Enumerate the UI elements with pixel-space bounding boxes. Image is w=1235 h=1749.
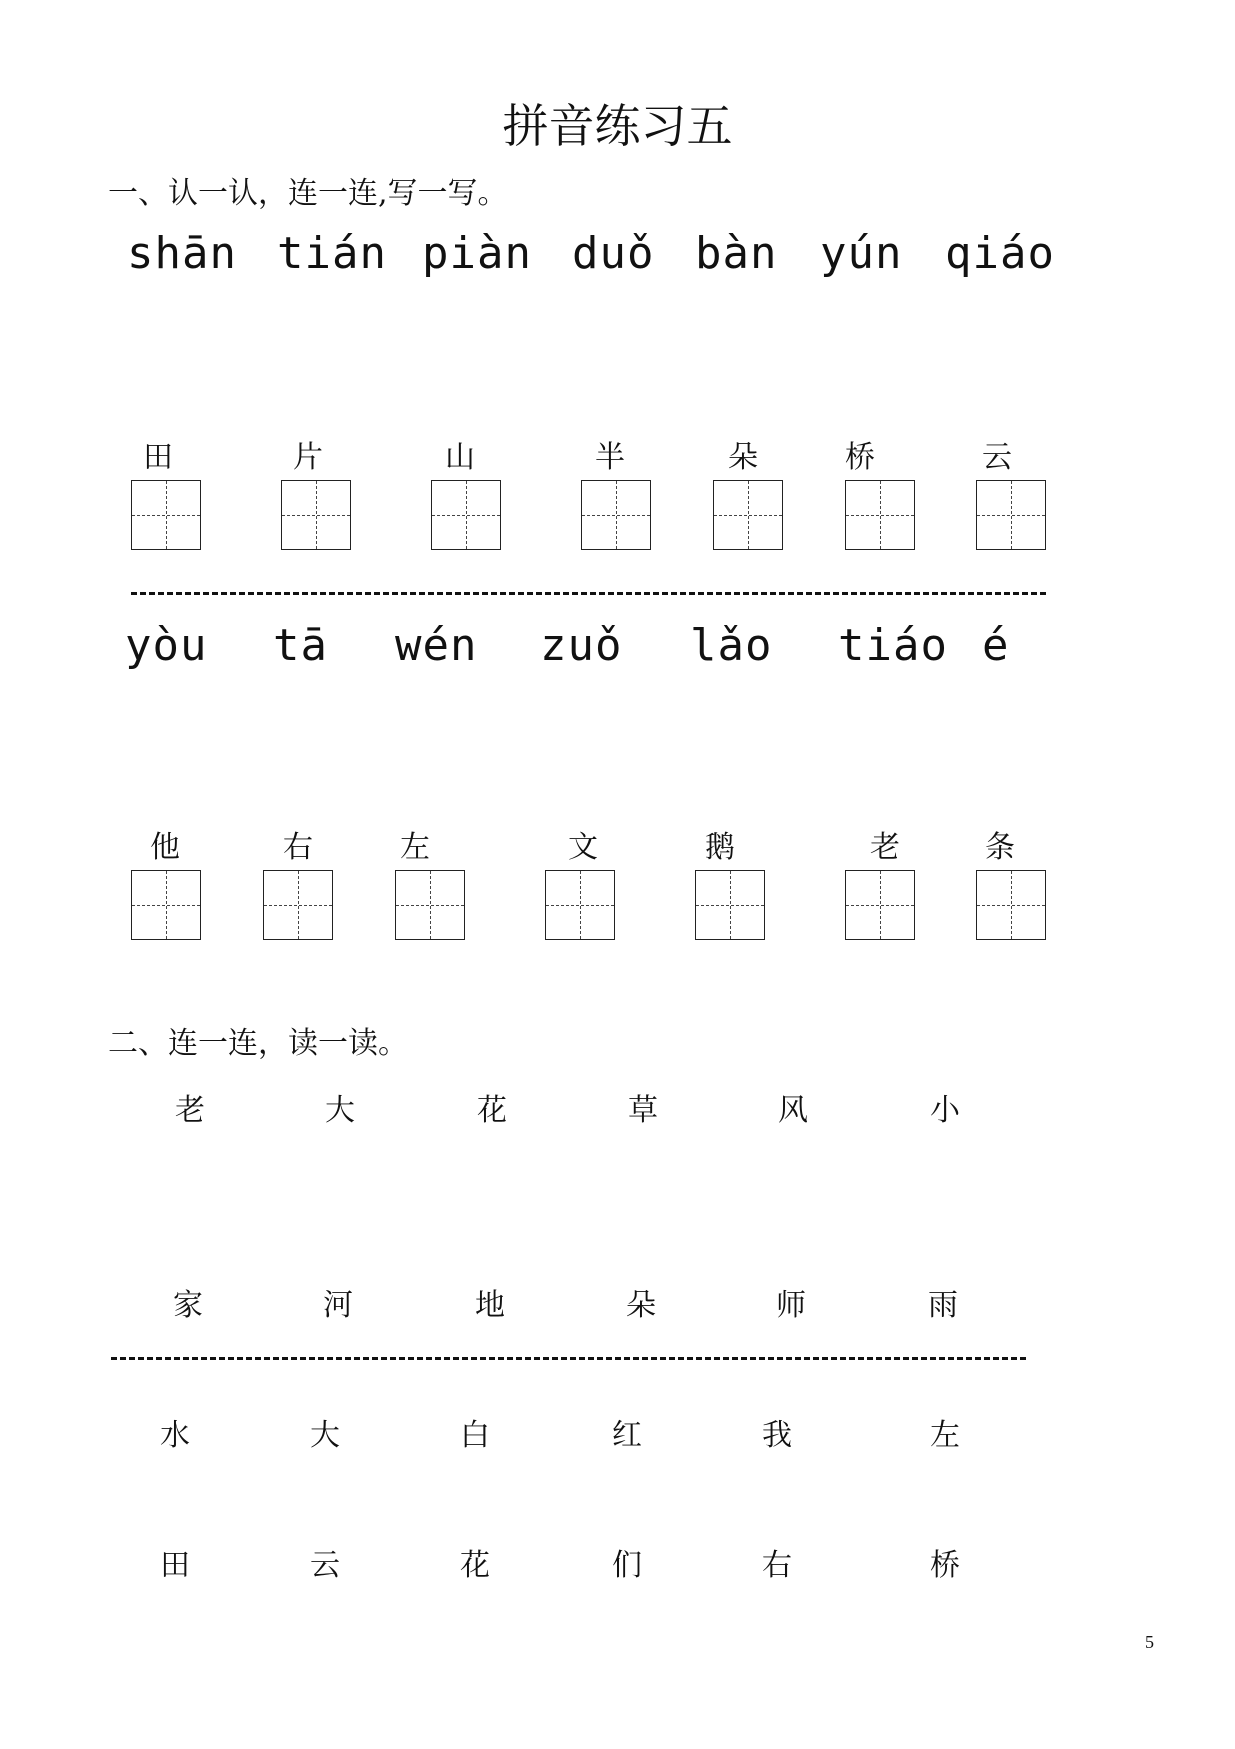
writing-grid[interactable]	[281, 480, 351, 550]
hanzi-8: 他	[150, 830, 180, 865]
pinyin-3: piàn	[422, 228, 532, 279]
section-1-heading: 一、认一认，连一连,写一写。	[108, 176, 508, 211]
pinyin-13: tiáo	[838, 620, 948, 671]
word-char: 老	[175, 1093, 205, 1128]
pinyin-14: é	[982, 620, 1010, 671]
hanzi-4: 半	[595, 440, 625, 475]
pinyin-12: lǎo	[690, 620, 773, 671]
hanzi-11: 文	[568, 830, 598, 865]
writing-grid[interactable]	[713, 480, 783, 550]
word-char: 右	[762, 1548, 792, 1583]
word-char: 风	[778, 1093, 808, 1128]
dashed-divider	[111, 1357, 1026, 1360]
hanzi-1: 田	[143, 440, 173, 475]
hanzi-5: 朵	[728, 440, 758, 475]
word-char: 我	[762, 1418, 792, 1453]
pinyin-6: yún	[820, 228, 903, 279]
writing-grid[interactable]	[976, 870, 1046, 940]
word-char: 大	[325, 1093, 355, 1128]
hanzi-2: 片	[293, 440, 323, 475]
hanzi-3: 山	[445, 440, 475, 475]
pinyin-11: zuǒ	[540, 620, 623, 671]
writing-grid[interactable]	[263, 870, 333, 940]
writing-grid[interactable]	[845, 480, 915, 550]
word-char: 家	[173, 1288, 203, 1323]
word-char: 桥	[930, 1548, 960, 1583]
word-char: 花	[477, 1093, 507, 1128]
word-char: 小	[930, 1093, 960, 1128]
word-char: 左	[930, 1418, 960, 1453]
pinyin-2: tián	[277, 228, 387, 279]
word-char: 云	[310, 1548, 340, 1583]
word-char: 红	[612, 1418, 642, 1453]
page-number: 5	[1145, 1632, 1154, 1652]
word-char: 地	[475, 1288, 505, 1323]
pinyin-10: wén	[395, 620, 478, 671]
word-char: 水	[160, 1418, 190, 1453]
word-char: 白	[460, 1418, 490, 1453]
word-char: 们	[612, 1548, 642, 1583]
writing-grid[interactable]	[131, 870, 201, 940]
word-char: 田	[160, 1548, 190, 1583]
word-char: 雨	[928, 1288, 958, 1323]
writing-grid[interactable]	[695, 870, 765, 940]
pinyin-8: yòu	[125, 620, 208, 671]
writing-grid[interactable]	[395, 870, 465, 940]
writing-grid[interactable]	[131, 480, 201, 550]
dashed-divider	[131, 592, 1046, 595]
hanzi-14: 条	[985, 830, 1015, 865]
pinyin-9: tā	[273, 620, 328, 671]
word-char: 大	[310, 1418, 340, 1453]
hanzi-12: 鹅	[705, 830, 735, 865]
pinyin-5: bàn	[695, 228, 778, 279]
writing-grid[interactable]	[581, 480, 651, 550]
pinyin-7: qiáo	[945, 228, 1055, 279]
writing-grid[interactable]	[845, 870, 915, 940]
pinyin-4: duǒ	[572, 228, 655, 279]
word-char: 花	[460, 1548, 490, 1583]
section-2-heading: 二、连一连，读一读。	[108, 1026, 408, 1061]
word-char: 草	[628, 1093, 658, 1128]
hanzi-10: 左	[400, 830, 430, 865]
writing-grid[interactable]	[976, 480, 1046, 550]
writing-grid[interactable]	[545, 870, 615, 940]
pinyin-1: shān	[127, 228, 237, 279]
word-char: 师	[776, 1288, 806, 1323]
hanzi-7: 云	[982, 440, 1012, 475]
word-char: 河	[323, 1288, 353, 1323]
word-char: 朵	[626, 1288, 656, 1323]
page-title: 拼音练习五	[502, 99, 733, 153]
hanzi-13: 老	[870, 830, 900, 865]
writing-grid[interactable]	[431, 480, 501, 550]
hanzi-9: 右	[283, 830, 313, 865]
hanzi-6: 桥	[845, 440, 875, 475]
